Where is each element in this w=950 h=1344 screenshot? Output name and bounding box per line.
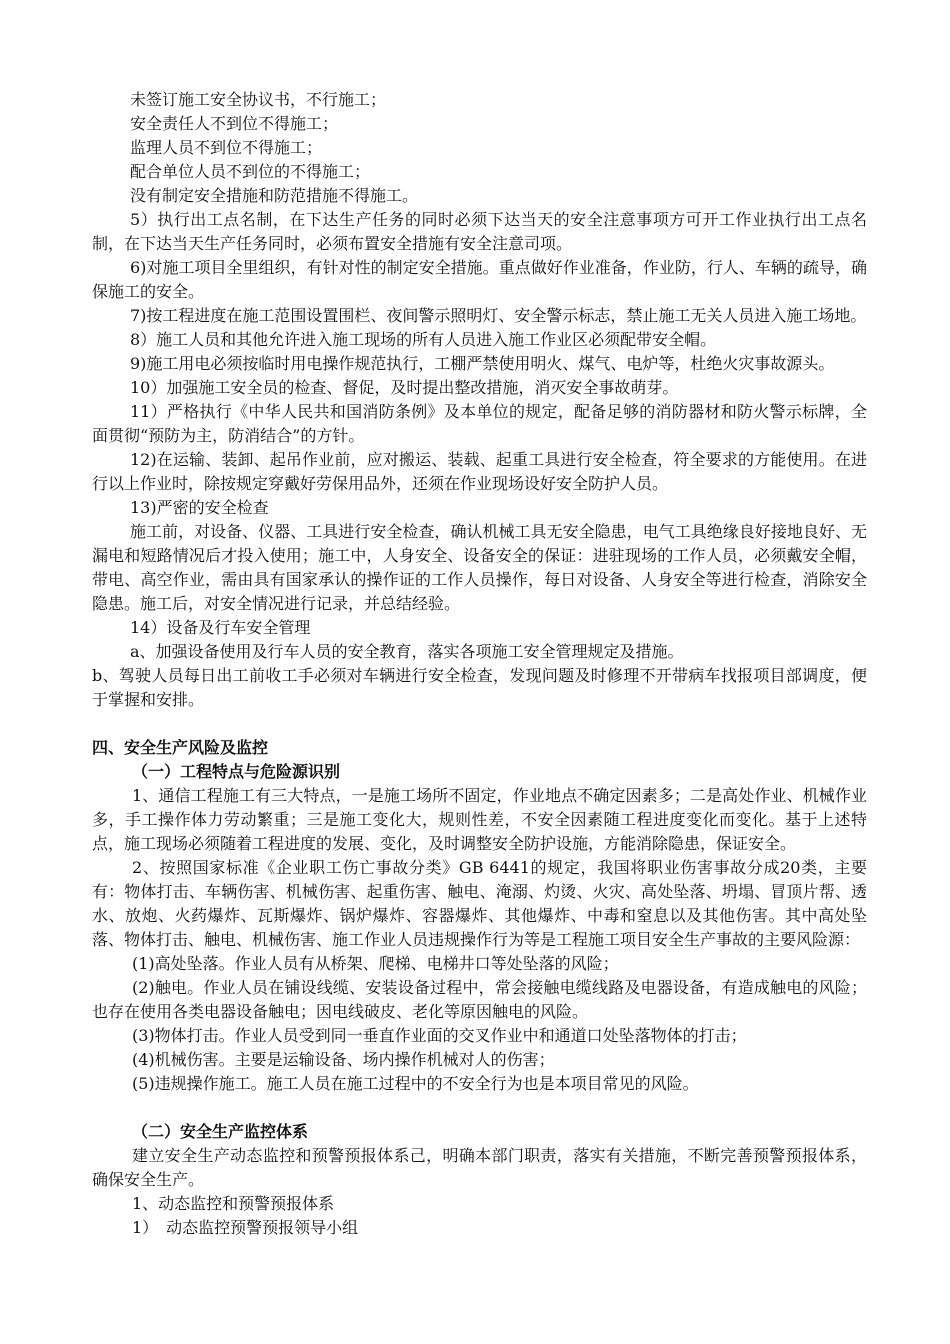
subsection-heading: （一）工程特点与危险源识别 — [132, 762, 341, 781]
measure-paragraph: 11）严格执行《中华人民共和国消防条例》及本单位的规定，配备足够的消防器材和防火警示标牌，全面贯彻“预防为主，防消结合”的方针。 — [92, 402, 867, 445]
rule-line: 没有制定安全措施和防范措施不得施工。 — [130, 186, 419, 205]
body-paragraph: 1、通信工程施工有三大特点，一是施工场所不固定，作业地点不确定因素多；二是高处作业、机械作业多，手工操作体力劳动繁重；三是施工变化大，规则性差，不安全因素随工程进度变化而变化。基于上述特点，施工现场必须随着工程进度的发展、变化，及时调整安全防护设施，方能消除隐患，保证安全。 — [92, 786, 867, 853]
measure-paragraph: 13)严密的安全检查 — [130, 498, 269, 517]
risk-item: (3)物体打击。作业人员受到同一垂直作业面的交叉作业中和通道口处坠落物体的打击； — [132, 1026, 747, 1045]
body-paragraph: 建立安全生产动态监控和预警预报体系己，明确本部门职责，落实有关措施，不断完善预警预报体系，确保安全生产。 — [92, 1146, 867, 1189]
blank-line — [92, 1096, 867, 1120]
measure-paragraph: 施工前，对设备、仪器、工具进行安全检查，确认机械工具无安全隐患，电气工具绝缘良好接地良好、无漏电和短路情况后才投入使用；施工中，人身安全、设备安全的保证：进驻现场的工作人员，必须戴安全帽，带电、高空作业，需由具有国家承认的操作证的工作人员操作，每日对设备、人身安全等进行检查，消除安全隐患。施工后，对安全情况进行记录，并总结经验。 — [92, 522, 867, 613]
list-item: 1） 动态监控预警预报领导小组 — [132, 1218, 359, 1237]
measure-paragraph: a、加强设备使用及行车人员的安全教育，落实各项施工安全管理规定及措施。 — [130, 642, 684, 661]
risk-item: (4)机械伤害。主要是运输设备、场内操作机械对人的伤害； — [132, 1050, 555, 1069]
rule-line: 未签订施工安全协议书，不行施工； — [130, 90, 387, 109]
measure-paragraph: 9)施工用电必须按临时用电操作规范执行，工棚严禁使用明火、煤气、电炉等，杜绝火灾事故源头。 — [130, 354, 835, 373]
rule-line: 监理人员不到位不得施工； — [130, 138, 323, 157]
risk-item: (1)高处坠落。作业人员有从桥架、爬梯、电梯井口等处坠落的风险； — [132, 954, 619, 973]
measure-paragraph: 7)按工程进度在施工范围设置围栏、夜间警示照明灯、安全警示标志，禁止施工无关人员进入施工场地。 — [130, 306, 867, 325]
measure-paragraph: 5）执行出工点名制，在下达生产任务的同时必须下达当天的安全注意事项方可开工作业执行出工点名制，在下达当天生产任务同时，必须布置安全措施有安全注意司项。 — [92, 210, 867, 253]
measure-paragraph: 8）施工人员和其他允许进入施工现场的所有人员进入施工作业区必须配带安全帽。 — [130, 330, 717, 349]
blank-line — [92, 712, 867, 736]
section-heading: 四、安全生产风险及监控 — [92, 738, 269, 757]
body-paragraph: 2、按照国家标准《企业职工伤亡事故分类》GB 6441的规定，我国将职业伤害事故分成20类，主要有：物体打击、车辆伤害、机械伤害、起重伤害、触电、淹溺、灼烫、火灾、高处坠落、坍塌、冒顶片帮、透水、放炮、火药爆炸、瓦斯爆炸、锅炉爆炸、容器爆炸、其他爆炸、中毒和窒息以及其他伤害。其中高处坠落、物体打击、触电、机械伤害、施工作业人员违规操作行为等是工程施工项目安全生产事故的主要风险源： — [92, 858, 867, 949]
measure-paragraph: 14）设备及行车安全管理 — [130, 618, 311, 637]
list-item: 1、动态监控和预警预报体系 — [132, 1194, 335, 1213]
measure-paragraph: 6)对施工项目全里组织，有针对性的制定安全措施。重点做好作业准备，作业防，行人、车辆的疏导，确保施工的安全。 — [92, 258, 867, 301]
rule-line: 安全责任人不到位不得施工； — [130, 114, 339, 133]
measure-paragraph: 12)在运输、装卸、起吊作业前，应对搬运、装载、起重工具进行安全检查，符全要求的方能使用。在进行以上作业时，除按规定穿戴好劳保用品外，还须在作业现场设好安全防护人员。 — [92, 450, 867, 493]
measure-paragraph: b、驾驶人员每日出工前收工手必须对车辆进行安全检查，发现问题及时修理不开带病车找报项目部调度，便于掌握和安排。 — [92, 666, 867, 709]
document-page — [92, 88, 867, 1240]
measure-paragraph: 10）加强施工安全员的检查、督促，及时提出整改措施，消灭安全事故萌芽。 — [130, 378, 679, 397]
risk-item: (5)违规操作施工。施工人员在施工过程中的不安全行为也是本项目常见的风险。 — [132, 1074, 699, 1093]
risk-item: (2)触电。作业人员在铺设线缆、安装设备过程中，常会接触电缆线路及电器设备，有造成触电的风险；也存在使用各类电器设备触电；因电线破皮、老化等原因触电的风险。 — [92, 978, 867, 1021]
rule-line: 配合单位人员不到位的不得施工； — [130, 162, 371, 181]
subsection-heading: （二）安全生产监控体系 — [132, 1122, 309, 1141]
